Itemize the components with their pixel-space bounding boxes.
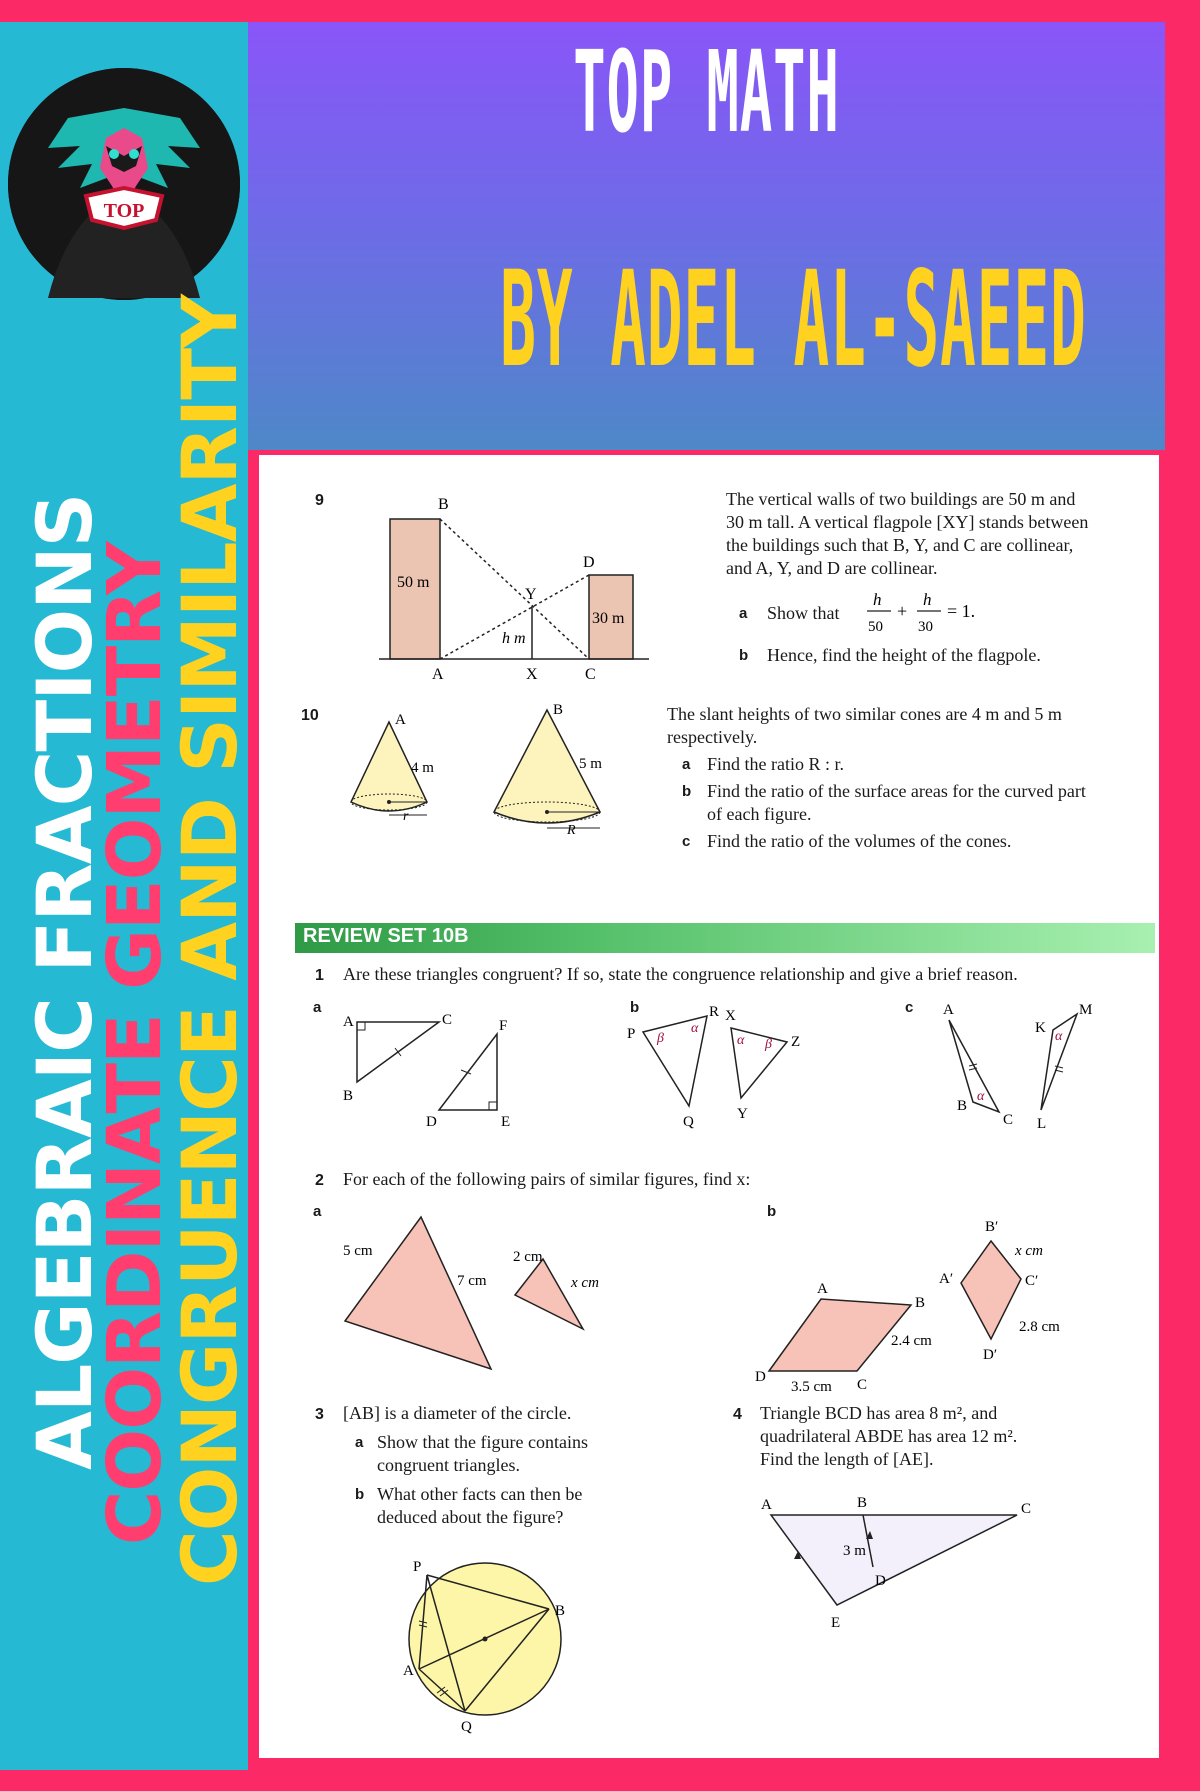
q9-label-Y: Y — [525, 586, 537, 603]
q10-b-line2: of each figure. — [707, 804, 812, 824]
review-q4-figure — [749, 1495, 1049, 1645]
q1b-label-P: P — [627, 1026, 636, 1042]
q3-label-Q: Q — [461, 1719, 472, 1735]
q1b-label-X: X — [725, 1008, 736, 1024]
q10-a: Find the ratio R : r. — [707, 754, 844, 774]
owl-logo-icon — [8, 68, 240, 300]
q10-text-line2: respectively. — [667, 727, 758, 747]
q1b-beta-2: β — [765, 1037, 772, 1052]
side-topic-1: ALGEBRAIC FRACTIONS — [20, 493, 109, 1470]
review-q2-part-b: b — [767, 1203, 777, 1220]
q1b-alpha-2: α — [737, 1033, 745, 1048]
review-q2-text: For each of the following pairs of similar figures, find x: — [343, 1169, 751, 1189]
review-q3-a-label: a — [355, 1434, 364, 1451]
q1b-label-Q: Q — [683, 1114, 694, 1130]
q9-height-30: 30 m — [592, 610, 625, 627]
q10-slant-4: 4 m — [411, 760, 434, 776]
review-q1b-triangles — [619, 1004, 869, 1130]
q2a-len-5cm: 5 cm — [343, 1243, 373, 1259]
q9-height-50: 50 m — [397, 574, 430, 591]
q10-c: Find the ratio of the volumes of the cones. — [707, 831, 1012, 851]
q9-text-line4: and A, Y, and D are collinear. — [726, 558, 938, 578]
q9-text-line3: the buildings such that B, Y, and C are collinear, — [726, 535, 1074, 555]
q9-part-b: Hence, find the height of the flagpole. — [767, 645, 1041, 665]
q9-label-B: B — [438, 496, 449, 513]
q2b-len-3-5: 3.5 cm — [791, 1379, 832, 1395]
q10-label-A: A — [395, 712, 406, 728]
q9-label-A: A — [432, 666, 444, 683]
q1c-label-M: M — [1079, 1002, 1093, 1018]
q1c-label-C: C — [1003, 1112, 1014, 1128]
q1a-label-F: F — [499, 1018, 508, 1034]
review-q3-b-label: b — [355, 1486, 365, 1503]
review-q3-b-line1: What other facts can then be — [377, 1484, 583, 1504]
review-q1-part-a: a — [313, 999, 322, 1016]
review-q4-number: 4 — [733, 1406, 742, 1423]
q2b-label-A: A — [817, 1281, 828, 1297]
q1c-label-L: L — [1037, 1116, 1047, 1132]
review-q2a-triangles — [339, 1205, 669, 1375]
q4-label-A: A — [761, 1497, 772, 1513]
q2b-len-2-8: 2.8 cm — [1019, 1319, 1060, 1335]
q9-label-D: D — [583, 554, 595, 571]
q1a-label-C: C — [442, 1012, 453, 1028]
review-q3-text: [AB] is a diameter of the circle. — [343, 1403, 572, 1423]
q3-label-P: P — [413, 1559, 422, 1575]
review-q2-number: 2 — [315, 1172, 324, 1189]
q1c-alpha-2: α — [1055, 1029, 1063, 1044]
eq-h-1: h — [873, 590, 882, 609]
q2b-label-C-prime: C′ — [1025, 1273, 1039, 1289]
review-q1a-triangles — [329, 1000, 529, 1130]
review-q3-number: 3 — [315, 1406, 324, 1423]
q2b-label-D-prime: D′ — [983, 1347, 998, 1363]
q2b-label-D: D — [755, 1369, 766, 1385]
q1a-label-A: A — [343, 1014, 354, 1030]
review-q3-a-line1: Show that the figure contains — [377, 1432, 588, 1452]
review-q1-part-c: c — [905, 999, 914, 1016]
q10-number: 10 — [301, 707, 319, 724]
review-q1-number: 1 — [315, 967, 324, 984]
q9-label-C: C — [585, 666, 596, 683]
eq-30: 30 — [918, 619, 933, 635]
review-q3-a-line2: congruent triangles. — [377, 1455, 520, 1475]
review-q4-line3: Find the length of [AE]. — [760, 1449, 934, 1469]
q3-label-B: B — [555, 1603, 566, 1619]
review-q2-part-a: a — [313, 1203, 322, 1220]
textbook-page — [259, 455, 1159, 1758]
q2a-len-2cm: 2 cm — [513, 1249, 543, 1265]
q10-text-line1: The slant heights of two similar cones are 4 m and 5 m — [667, 704, 1062, 724]
q1b-label-Y: Y — [737, 1106, 748, 1122]
q10-c-label: c — [682, 833, 691, 850]
q9-label-X: X — [526, 666, 538, 683]
q4-label-D: D — [875, 1573, 886, 1589]
q9-part-b-label: b — [739, 647, 749, 664]
review-q4-line1: Triangle BCD has area 8 m², and — [760, 1403, 998, 1423]
q10-label-B: B — [553, 702, 564, 718]
poster-title: TOP MATH — [573, 28, 840, 158]
q10-radius-r: r — [403, 809, 409, 824]
q9-part-a: Show that — [767, 603, 840, 623]
q1c-label-K: K — [1035, 1020, 1046, 1036]
q2a-len-7cm: 7 cm — [457, 1273, 487, 1289]
review-q1-part-b: b — [630, 999, 640, 1016]
q2b-label-A-prime: A′ — [939, 1271, 954, 1287]
review-set-header — [295, 923, 1155, 953]
review-q3-b-line2: deduced about the figure? — [377, 1507, 564, 1527]
review-q3-circle-figure — [379, 1553, 589, 1733]
review-q1-text: Are these triangles congruent? If so, state the congruence relationship and give a brief reason. — [343, 964, 1018, 984]
q10-b-label: b — [682, 783, 692, 800]
q1b-label-Z: Z — [791, 1034, 801, 1050]
q1a-label-B: B — [343, 1088, 354, 1104]
q2b-label-C: C — [857, 1377, 868, 1393]
q10-cones-figure — [339, 700, 609, 850]
eq-50: 50 — [868, 619, 883, 635]
q1b-alpha-1: α — [691, 1021, 699, 1036]
eq-plus: + — [897, 601, 908, 621]
q10-radius-R: R — [567, 823, 576, 838]
q4-len-3m: 3 m — [843, 1543, 866, 1559]
logo — [8, 68, 240, 300]
q4-label-B: B — [857, 1495, 868, 1511]
eq-h-2: h — [923, 590, 932, 609]
q4-label-C: C — [1021, 1501, 1032, 1517]
q9-part-a-label: a — [739, 605, 748, 622]
q2b-label-B-prime: B′ — [985, 1219, 999, 1235]
q9-buildings-figure — [319, 485, 679, 685]
q2a-len-xcm: x cm — [571, 1275, 599, 1291]
side-topic-3: CONGRUENCE AND SIMILARITY — [165, 294, 254, 1586]
q10-a-label: a — [682, 756, 691, 773]
review-set-title: REVIEW SET 10B — [303, 925, 469, 947]
q1b-label-R: R — [709, 1004, 720, 1020]
review-q1c-triangles — [919, 1002, 1129, 1132]
eq-equals-one: = 1. — [947, 601, 976, 621]
side-topic-2: COORDINATE GEOMETRY — [92, 542, 178, 1545]
q9-text-line1: The vertical walls of two buildings are 50 m and — [726, 489, 1076, 509]
poster-author: BY ADEL AL-SAEED — [500, 243, 1087, 397]
q1a-label-E: E — [501, 1114, 511, 1130]
q10-slant-5: 5 m — [579, 756, 602, 772]
q9-number: 9 — [315, 492, 324, 509]
q1c-label-B: B — [957, 1098, 968, 1114]
review-q2b-figures — [689, 1207, 1159, 1395]
q2b-label-B: B — [915, 1295, 926, 1311]
q4-label-E: E — [831, 1615, 841, 1631]
logo-badge-text: TOP — [103, 200, 145, 222]
q9-text-line2: 30 m tall. A vertical flagpole [XY] stands between — [726, 512, 1089, 532]
q3-label-A: A — [403, 1663, 414, 1679]
q9-equation — [865, 587, 985, 639]
q1b-beta-1: β — [657, 1031, 664, 1046]
q10-b-line1: Find the ratio of the surface areas for the curved part — [707, 781, 1086, 801]
q1c-alpha-1: α — [977, 1089, 985, 1104]
review-q4-line2: quadrilateral ABDE has area 12 m². — [760, 1426, 1018, 1446]
q1c-label-A: A — [943, 1002, 954, 1018]
q2b-len-2-4: 2.4 cm — [891, 1333, 932, 1349]
q1a-label-D: D — [426, 1114, 437, 1130]
q2b-len-xcm: x cm — [1015, 1243, 1043, 1259]
q9-height-h: h m — [502, 630, 526, 647]
